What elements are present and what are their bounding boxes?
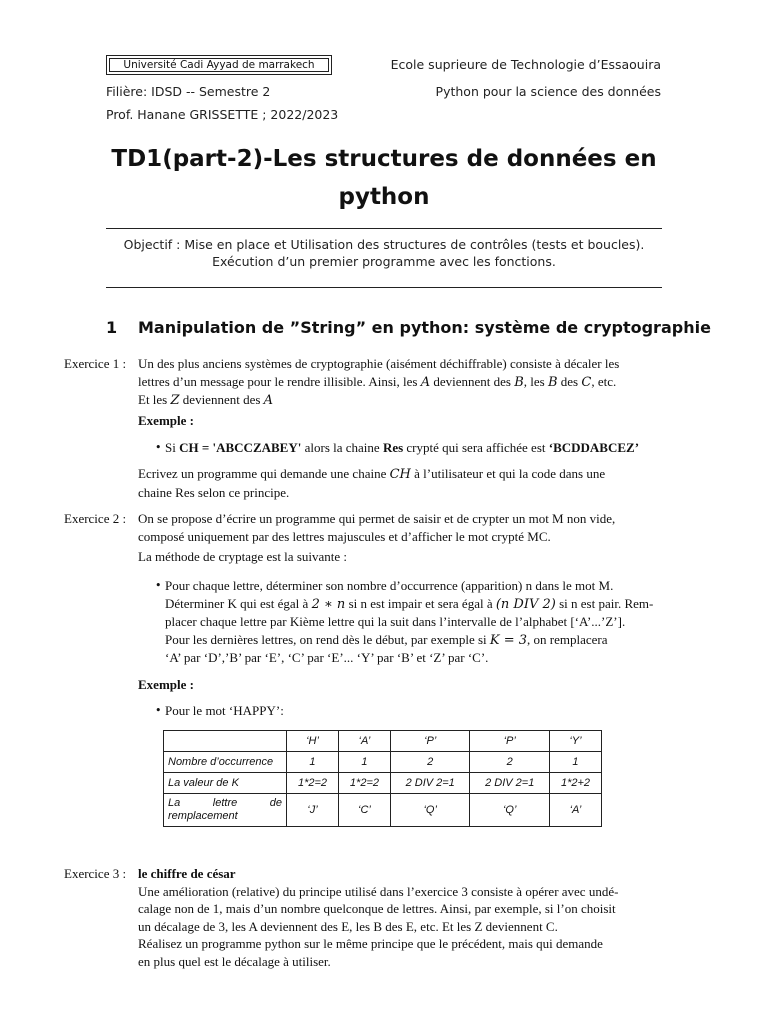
ex1-line-2a: lettres d’un message pour le rendre illisible. Ainsi, les	[138, 373, 418, 389]
bullet-icon: •	[155, 704, 162, 717]
exercise-3-label: Exercice 3 :	[64, 866, 127, 881]
ex3-line-4: Réalisez un programme python sur le même principe que le précédent, mais qui demande	[138, 936, 603, 951]
ex1-line-2d: des	[560, 373, 579, 389]
exercise-1-label: Exercice 1 :	[64, 356, 127, 371]
table-cell: 1*2=2	[287, 773, 339, 794]
occurrence-table	[163, 730, 602, 827]
ex1-exemple-label: Exemple :	[138, 412, 194, 428]
university-name: Université Cadi Ayyad de marrakech	[123, 59, 315, 71]
table-cell: ‘J’	[287, 794, 339, 827]
table-cell: 2	[470, 752, 550, 773]
ex2-method-bullet	[165, 577, 662, 667]
var-a-2: A	[263, 393, 274, 408]
ex1-bullet-c: crypté qui sera affichée est	[406, 440, 546, 455]
ex1-line-5: chaine Res selon ce principe.	[138, 484, 290, 500]
exercise-2-label: Exercice 2 :	[64, 511, 127, 526]
university-box	[106, 55, 332, 75]
ex1-line-2b: deviennent des	[433, 373, 511, 389]
table-cell: 1*2=2	[338, 773, 390, 794]
table-cell: 1	[338, 752, 390, 773]
ex3-line-3: un décalage de 3, les A deviennent des E, les B des E, etc. Et les Z deviennent C.	[138, 918, 558, 934]
table-header-cell: ‘P’	[390, 731, 470, 752]
ex1-bullet-res: Res	[382, 440, 404, 455]
row3-head-line-1: La lettre de	[168, 797, 282, 809]
ex1-line-3	[138, 391, 662, 410]
table-cell: ‘A’	[549, 794, 601, 827]
ex1-bullet-ch: CH = 'ABCCZABEY'	[179, 440, 302, 455]
exercise-2-text	[138, 510, 662, 566]
title-line-1: TD1(part-2)-Les structures de données en	[111, 146, 657, 172]
ex2-b2c: si n est pair. Rem-	[559, 595, 654, 611]
row3-head-line-2: remplacement	[168, 810, 238, 822]
var-z: Z	[170, 393, 180, 408]
ex2-line-1: On se propose d’écrire un programme qui permet de saisir et de crypter un mot M non vide,	[138, 511, 616, 526]
var-b-2: B	[547, 374, 558, 390]
title-line-2: python	[338, 184, 430, 210]
table-cell: 1	[287, 752, 339, 773]
ex3-line-1: Une amélioration (relative) du principe utilisé dans l’exercice 3 consiste à opérer avec undé-	[138, 883, 619, 899]
var-ch: CH	[389, 467, 411, 482]
ex2-line-3: La méthode de cryptage est la suivante :	[138, 549, 348, 564]
table-row	[164, 752, 602, 773]
ex1-line-4b: à l’utilisateur et qui la code dans une	[414, 466, 606, 481]
exercise-3-text	[138, 865, 662, 970]
ex2-line-2: composé uniquement par des lettres majuscules et d’afficher le mot crypté MC.	[138, 528, 551, 544]
table-cell: 2 DIV 2=1	[390, 773, 470, 794]
ex1-line-1: Un des plus anciens systèmes de cryptographie (aisément déchiffrable) consiste à décaler les	[138, 356, 620, 371]
ex2-exemple-label: Exemple :	[138, 677, 194, 692]
page-title	[106, 140, 662, 216]
divider-top	[106, 228, 662, 229]
ex2-b2b: si n est impair et sera égal à	[348, 595, 493, 611]
table-cell: 1*2+2	[549, 773, 601, 794]
table-cell: 2	[390, 752, 470, 773]
table-cell: ‘C’	[338, 794, 390, 827]
bullet-icon: •	[155, 579, 162, 592]
ex2-math-3: K = 3	[489, 632, 528, 648]
ex3-line-5: en plus quel est le décalage à utiliser.	[138, 953, 331, 969]
table-row	[164, 773, 602, 794]
table-row-head: Nombre d’occurrence	[164, 752, 287, 773]
table-cell: 2 DIV 2=1	[470, 773, 550, 794]
ex2-bullet-line-1: Pour chaque lettre, déterminer son nombre d’occurrence (apparition) n dans le mot M.	[165, 578, 614, 593]
ex2-b4a: Pour les dernières lettres, on rend dès le début, par exemple si	[165, 631, 487, 647]
ex2-bullet-line-2	[165, 595, 662, 614]
exercise-1-text	[138, 355, 662, 429]
table-cell	[164, 731, 287, 752]
objectif-line-2: Exécution d’un premier programme avec les fonctions.	[212, 254, 556, 269]
table-header-row	[164, 731, 602, 752]
ex1-bullet-b: alors la chaine	[304, 440, 380, 455]
table-header-cell: ‘Y’	[549, 731, 601, 752]
table-row-head	[164, 794, 287, 827]
ex1-bullet-a: Si	[165, 440, 176, 455]
ex1-line-4	[138, 465, 662, 484]
ex2-b4b: , on remplacera	[527, 631, 608, 647]
table-row-head: La valeur de K	[164, 773, 287, 794]
ex2-math-1: 2 ∗ n	[311, 596, 346, 612]
table-cell: ‘Q’	[470, 794, 550, 827]
professor: Prof. Hanane GRISSETTE ; 2022/2023	[106, 107, 339, 122]
var-a: A	[420, 374, 431, 390]
ex1-line-2	[138, 373, 662, 392]
school-name: Ecole suprieure de Technologie d’Essaouira	[390, 57, 661, 72]
divider-bottom	[106, 287, 662, 288]
ex2-math-2: (n DIV 2)	[495, 596, 556, 612]
ex2-word-bullet: Pour le mot ‘HAPPY’:	[165, 703, 284, 718]
ex1-line-3b: deviennent des	[182, 392, 261, 407]
var-c: C	[581, 374, 592, 390]
objectif-block	[106, 236, 662, 270]
course-name: Python pour la science des données	[435, 84, 661, 99]
section-title: Manipulation de ”String” en python: système de cryptographie	[138, 318, 711, 337]
table-header-cell: ‘P’	[470, 731, 550, 752]
filiere: Filière: IDSD -- Semestre 2	[106, 84, 271, 99]
section-number: 1	[106, 318, 118, 337]
ex1-line-2c: , les	[523, 373, 545, 389]
ex2-b2a: Déterminer K qui est égal à	[165, 595, 309, 611]
objectif-line-1: Objectif : Mise en place et Utilisation des structures de contrôles (tests et boucles).	[123, 237, 645, 252]
bullet-icon: •	[155, 441, 162, 454]
ex1-example-bullet	[165, 439, 662, 457]
ex3-line-2: calage non de 1, mais d’un nombre quelconque de lettres. Ainsi, par exemple, si l’on choisit	[138, 901, 616, 916]
ex1-line-2e: , etc.	[591, 373, 617, 389]
ex2-bullet-line-3: placer chaque lettre par Kième lettre qui la suit dans l’intervalle de l’alphabet [‘A’...’Z’].	[165, 614, 626, 629]
ex1-bullet-result: ‘BCDDABCEZ’	[548, 440, 640, 455]
table-cell: 1	[549, 752, 601, 773]
table-header-cell: ‘H’	[287, 731, 339, 752]
var-b: B	[514, 374, 524, 390]
ex3-title: le chiffre de césar	[138, 866, 236, 881]
table-header-cell: ‘A’	[338, 731, 390, 752]
ex2-bullet-line-4	[165, 631, 662, 650]
ex1-instruction	[138, 465, 662, 501]
ex1-line-4a: Ecrivez un programme qui demande une chaine	[138, 466, 387, 481]
table-cell: ‘Q’	[390, 794, 470, 827]
ex2-bullet-line-5: ‘A’ par ‘D’,’B’ par ‘E’, ‘C’ par ‘E’... ‘Y’ par ‘B’ et ‘Z’ par ‘C’.	[165, 650, 489, 665]
table-row	[164, 794, 602, 827]
ex1-line-3a: Et les	[138, 392, 168, 407]
